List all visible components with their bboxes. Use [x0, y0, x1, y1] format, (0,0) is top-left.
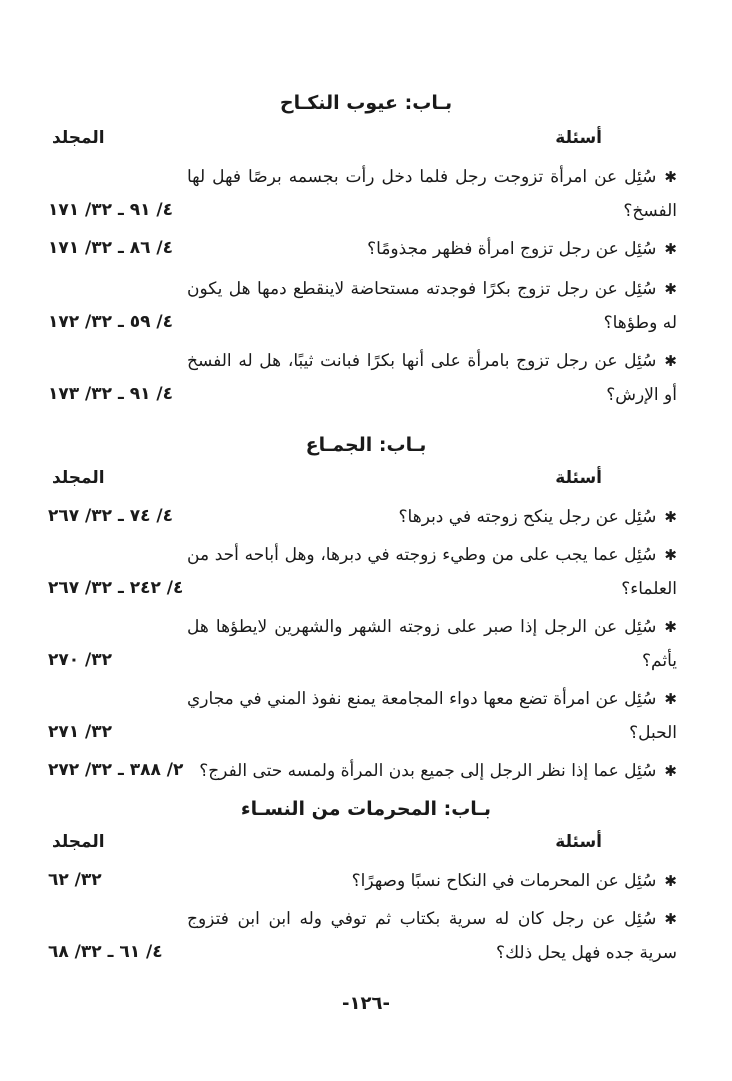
question-text: سُئِل عن رجل كان له سرية بكتاب ثم توفي وله ابن ابن فتزوج سرية جده فهل يحل ذلك؟ [187, 909, 677, 963]
question-item [187, 610, 677, 678]
question-text: سُئِل عن امرأة تزوجت رجل فلما دخل رأت بجسمه برصًا فهل لها الفسخ؟ [187, 167, 677, 221]
page-number: -١٢٦- [342, 993, 390, 1014]
volume-reference: ٢/ ٣٨٨ ـ ٣٢/ ٢٧٢ [48, 760, 184, 780]
asterisk-bullet-icon: ✱ [664, 168, 677, 186]
question-item [187, 500, 677, 534]
question-text: سُئِل عن امرأة تضع معها دواء المجامعة يمنع نفوذ المني في مجاري الحبل؟ [187, 689, 677, 743]
question-text: سُئِل عن رجل ينكح زوجته في دبرها؟ [398, 507, 657, 527]
volume-header: المجلد [52, 128, 105, 148]
asterisk-bullet-icon: ✱ [664, 872, 677, 890]
asterisk-bullet-icon: ✱ [664, 240, 677, 258]
asterisk-bullet-icon: ✱ [664, 546, 677, 564]
volume-reference: ٤/ ٦١ ـ ٣٢/ ٦٨ [48, 942, 163, 962]
question-text: سُئِل عن الرجل إذا صبر على زوجته الشهر والشهرين لايطؤها هل يأثم؟ [187, 617, 677, 671]
questions-header: أسئلة [555, 128, 602, 148]
volume-reference: ٤/ ٩١ ـ ٣٢/ ١٧٣ [48, 384, 173, 404]
question-text: سُئِل عن رجل تزوج بكرًا فوجدته مستحاضة لاينقطع دمها هل يكون له وطؤها؟ [187, 279, 677, 333]
asterisk-bullet-icon: ✱ [664, 618, 677, 636]
volume-reference: ٣٢/ ٢٧١ [48, 722, 113, 742]
question-text: سُئِل عما يجب على من وطيء زوجته في دبرها، وهل أباحه أحد من العلماء؟ [187, 545, 677, 599]
asterisk-bullet-icon: ✱ [664, 762, 677, 780]
question-text: سُئِل عن رجل تزوج امرأة فظهر مجذومًا؟ [367, 239, 657, 259]
asterisk-bullet-icon: ✱ [664, 280, 677, 298]
question-item [187, 160, 677, 228]
volume-reference: ٣٢/ ٦٢ [48, 870, 102, 890]
question-item [187, 902, 677, 970]
section-title-forbidden-women: بـاب: المحرمات من النسـاء [240, 798, 492, 820]
question-text: سُئِل عن رجل تزوج بامرأة على أنها بكرًا فبانت ثيبًا، هل له الفسخ أو الإرش؟ [187, 351, 677, 405]
questions-header: أسئلة [555, 832, 602, 852]
question-item [187, 682, 677, 750]
volume-reference: ٤/ ٥٩ ـ ٣٢/ ١٧٢ [48, 312, 173, 332]
section-title-marriage-defects: بـاب: عيوب النكـاح [279, 92, 453, 114]
question-text: سُئِل عما إذا نظر الرجل إلى جميع بدن المرأة ولمسه حتى الفرج؟ [199, 761, 657, 781]
question-item [187, 272, 677, 340]
volume-reference: ٣٢/ ٢٧٠ [48, 650, 113, 670]
asterisk-bullet-icon: ✱ [664, 352, 677, 370]
question-item [187, 754, 677, 788]
volume-reference: ٤/ ٢٤٢ ـ ٣٢/ ٢٦٧ [48, 578, 184, 598]
asterisk-bullet-icon: ✱ [664, 508, 677, 526]
questions-header: أسئلة [555, 468, 602, 488]
question-item [187, 864, 677, 898]
question-item [187, 538, 677, 606]
volume-reference: ٤/ ٨٦ ـ ٣٢/ ١٧١ [48, 238, 173, 258]
asterisk-bullet-icon: ✱ [664, 910, 677, 928]
volume-header: المجلد [52, 832, 105, 852]
question-item [187, 344, 677, 412]
volume-reference: ٤/ ٩١ ـ ٣٢/ ١٧١ [48, 200, 173, 220]
volume-header: المجلد [52, 468, 105, 488]
asterisk-bullet-icon: ✱ [664, 690, 677, 708]
question-text: سُئِل عن المحرمات في النكاح نسبًا وصهرًا؟ [351, 871, 657, 891]
section-title-intercourse: بـاب: الجمـاع [305, 434, 427, 456]
question-item [187, 232, 677, 266]
volume-reference: ٤/ ٧٤ ـ ٣٢/ ٢٦٧ [48, 506, 173, 526]
